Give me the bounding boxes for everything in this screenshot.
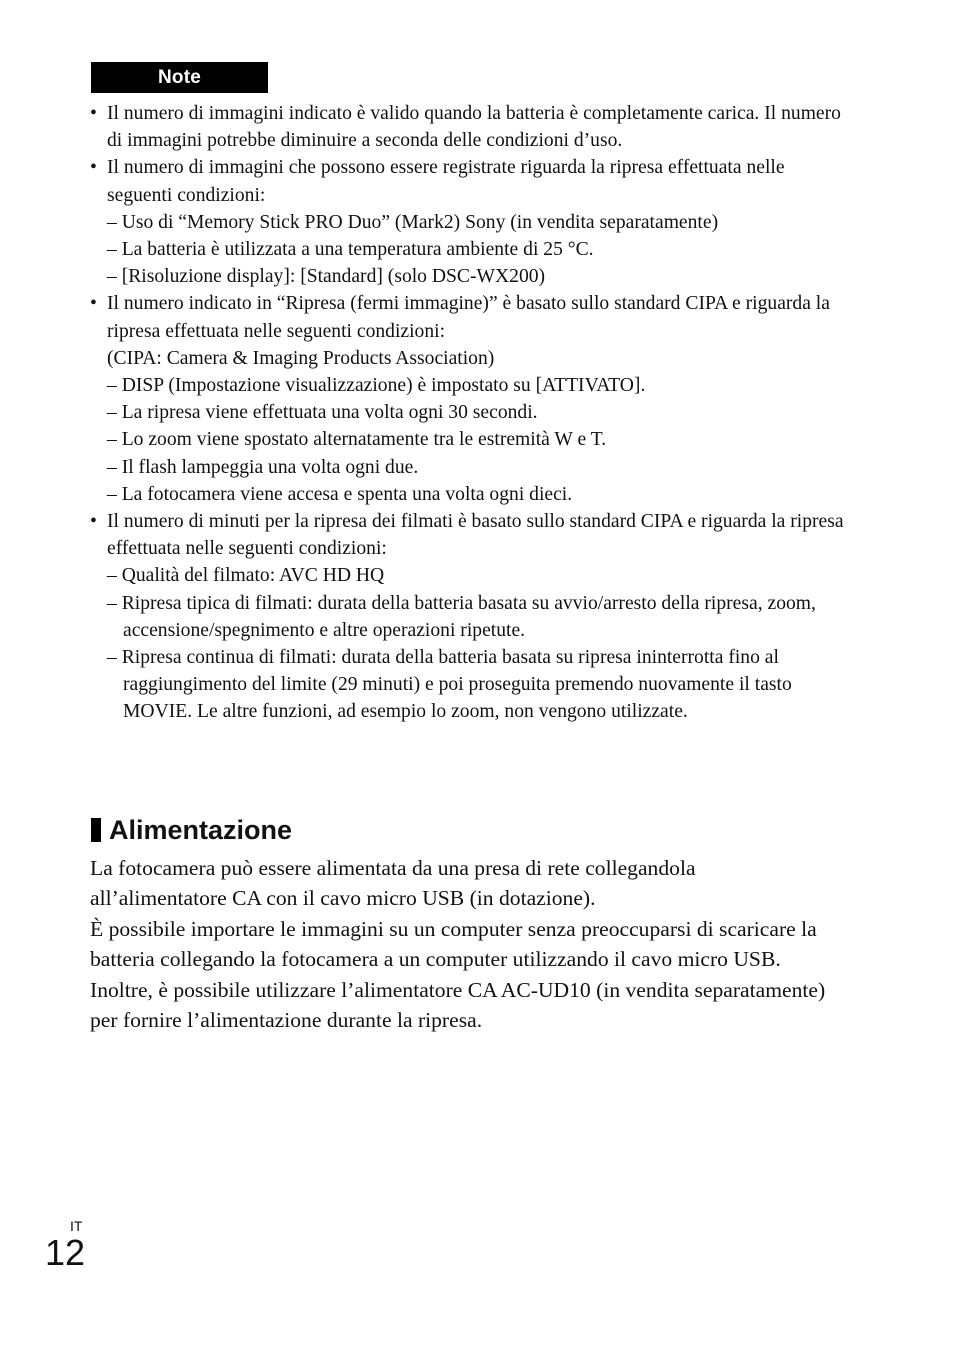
note-text: Il numero di immagini che possono essere registrate riguarda la ripresa effettuata nelle seguenti condizioni: [107, 157, 785, 206]
section-marker-icon [91, 818, 101, 842]
note-label: Note [91, 62, 268, 93]
note-text: Il numero di minuti per la ripresa dei filmati è basato sullo standard CIPA e riguarda la ripresa effettuata nelle seguenti condizioni: [107, 511, 844, 560]
note-item-3 [90, 290, 850, 344]
note-item-2 [90, 154, 850, 208]
section-body [90, 853, 830, 1035]
note-item-1 [90, 100, 850, 154]
paragraph: La fotocamera può essere alimentata da una presa di rete collegandola all’alimentatore CA con il cavo micro USB (in dotazione). [90, 856, 696, 911]
language-code: IT [70, 1218, 83, 1234]
note-text: Il numero di immagini indicato è valido quando la batteria è completamente carica. Il numero di immagini potrebbe diminuire a seconda delle condizioni d’uso. [107, 103, 841, 152]
condition-item: – [Risoluzione display]: [Standard] (solo DSC-WX200) [107, 266, 546, 288]
paragraph: È possibile importare le immagini su un computer senza preoccuparsi di scaricare la batteria collegando la fotocamera a un computer utilizzando il cavo micro USB. [90, 916, 817, 972]
note-item-4 [90, 508, 850, 562]
section-title: Alimentazione [109, 815, 293, 845]
cipa-definition: (CIPA: Camera & Imaging Products Association) [107, 347, 495, 369]
page-number: 12 [45, 1232, 86, 1273]
condition-item: – Il flash lampeggia una volta ogni due. [107, 456, 419, 478]
section-heading [91, 812, 292, 848]
condition-item: – Lo zoom viene spostato alternatamente tra le estremità W e T. [107, 429, 607, 451]
condition-item: – Qualità del filmato: AVC HD HQ [107, 565, 385, 587]
condition-item: – La fotocamera viene accesa e spenta una volta ogni dieci. [107, 483, 573, 505]
notes-list [90, 100, 850, 726]
condition-item: – DISP (Impostazione visualizzazione) è impostato su [ATTIVATO]. [107, 375, 646, 397]
condition-item: – La batteria è utilizzata a una temperatura ambiente di 25 °C. [107, 239, 594, 261]
condition-item: – Ripresa continua di filmati: durata della batteria basata su ripresa ininterrotta fino al raggiungimento del limite (29 minuti) e poi proseguita premendo nuovamente il tasto MOVIE. Le altre funzioni, ad esempio lo zoom, non vengono utilizzate. [107, 647, 792, 723]
condition-item: – Ripresa tipica di filmati: durata della batteria basata su avvio/arresto della ripresa, zoom, accensione/spegnimento e altre operazioni ripetute. [107, 592, 816, 641]
condition-item: – La ripresa viene effettuata una volta ogni 30 secondi. [107, 402, 538, 424]
paragraph: Inoltre, è possibile utilizzare l’alimentatore CA AC-UD10 (in vendita separatamente) per fornire l’alimentazione durante la ripresa. [90, 977, 826, 1033]
condition-item: – Uso di “Memory Stick PRO Duo” (Mark2) Sony (in vendita separatamente) [107, 211, 719, 233]
note-text: Il numero indicato in “Ripresa (fermi immagine)” è basato sullo standard CIPA e riguarda la ripresa effettuata nelle seguenti condizioni: [107, 293, 830, 342]
